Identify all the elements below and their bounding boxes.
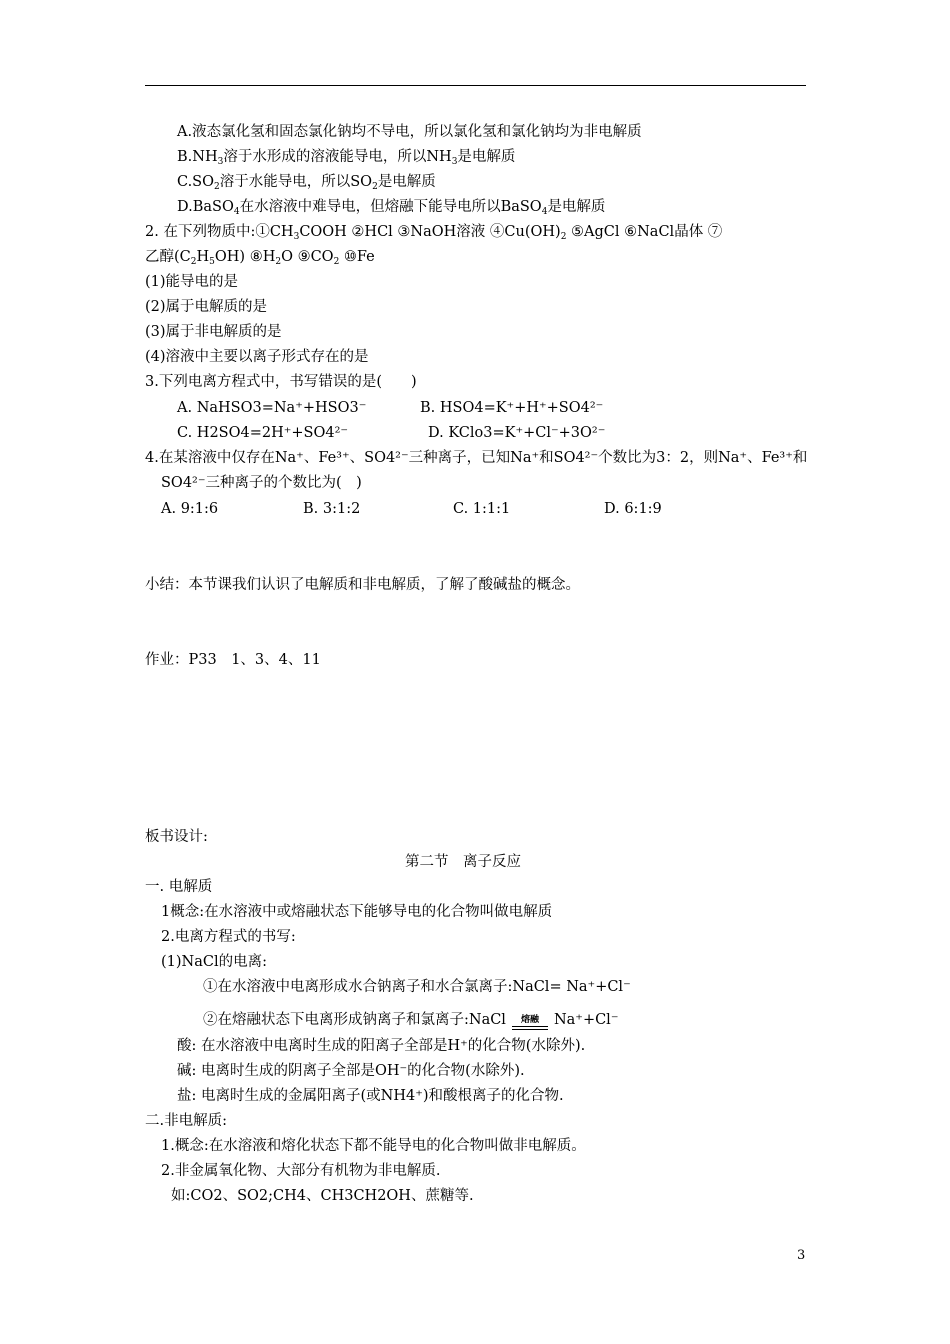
electrolyte-concept: 1概念:在水溶液中或熔融状态下能够导电的化合物叫做电解质: [161, 904, 553, 920]
nonelectrolyte-types: 2.非金属氧化物、大部分有机物为非电解质.: [161, 1163, 441, 1179]
q3-stem: 3.下列电离方程式中，书写错误的是( ): [145, 374, 417, 390]
q4-option-d: D. 6:1:9: [604, 501, 662, 517]
board-title: 第二节 离子反应: [405, 854, 521, 870]
q4-option-a: A. 9:1:6: [161, 501, 219, 517]
q4-stem-line1: 4.在某溶液中仅存在Na⁺、Fe³⁺、SO4²⁻三种离子，已知Na⁺和SO4²⁻个数比为3：2，则Na⁺、Fe³⁺和: [145, 450, 808, 466]
nonelectrolyte-examples: 如:CO2、SO2;CH4、CH3CH2OH、蔗糖等.: [171, 1188, 474, 1204]
q1-option-d: D.BaSO$_4$在水溶液中难导电，但熔融下能导电所以BaSO$_4$是电解质: [177, 199, 606, 217]
q3-option-a: A. NaHSO3=Na⁺+HSO3⁻: [177, 400, 367, 416]
summary: 小结：本节课我们认识了电解质和非电解质，了解了酸碱盐的概念。: [145, 577, 580, 593]
q2-part-4: (4)溶液中主要以离子形式存在的是: [145, 349, 369, 365]
base-definition: 碱: 电离时生成的阴离子全部是OH⁻的化合物(水除外).: [177, 1063, 525, 1079]
q1-option-a: A.液态氯化氢和固态氯化钠均不导电，所以氯化氢和氯化钠均为非电解质: [177, 124, 642, 140]
q1-option-c: $C.SO_2$溶于水能导电，所以$SO_2$是电解质: [177, 174, 436, 192]
q2-stem-line1: 2. 在下列物质中$:①CH_3COOH$ ②HCl ③NaOH溶液 $④Cu(OH)_2$ ⑤AgCl ⑥NaCl晶体 ⑦: [145, 224, 723, 242]
q1-option-b: $B.NH_3$溶于水形成的溶液能导电，所以$NH_3$是电解质: [177, 149, 516, 167]
nacl-molten-ionization: ②在熔融状态下电离形成钠离子和氯离子:NaCl 熔融 Na⁺+Cl⁻: [203, 1012, 619, 1028]
q4-option-b: B. 3:1:2: [303, 501, 361, 517]
q2-part-2: (2)属于电解质的是: [145, 299, 268, 315]
nacl-aqueous-ionization: ①在水溶液中电离形成水合钠离子和水合氯离子:NaCl= Na⁺+Cl⁻: [203, 979, 631, 995]
page-number: 3: [797, 1248, 806, 1263]
homework: 作业：P33 1、3、4、11: [145, 652, 321, 668]
q2-part-3: (3)属于非电解质的是: [145, 324, 282, 340]
molten-condition-arrow: 熔融: [512, 1016, 548, 1030]
section-nonelectrolyte: 二.非电解质:: [145, 1113, 227, 1129]
q2-part-1: (1)能导电的是: [145, 274, 239, 290]
salt-definition: 盐: 电离时生成的金属阳离子(或NH4⁺)和酸根离子的化合物.: [177, 1088, 564, 1104]
nonelectrolyte-concept: 1.概念:在水溶液和熔化状态下都不能导电的化合物叫做非电解质。: [161, 1138, 586, 1154]
nacl-ionization-heading: (1)NaCl的电离:: [161, 954, 267, 970]
q3-option-c: C. H2SO4=2H⁺+SO4²⁻: [177, 425, 349, 441]
section-electrolyte: 一. 电解质: [145, 879, 213, 895]
board-heading: 板书设计:: [145, 829, 208, 845]
ionization-equation-heading: 2.电离方程式的书写:: [161, 929, 296, 945]
q4-stem-line2: SO4²⁻三种离子的个数比为( ): [161, 475, 362, 491]
header-rule: [145, 85, 806, 86]
q4-option-c: C. 1:1:1: [453, 501, 511, 517]
acid-definition: 酸: 在水溶液中电离时生成的阳离子全部是H⁺的化合物(水除外).: [177, 1038, 586, 1054]
q3-option-b: B. HSO4=K⁺+H⁺+SO4²⁻: [420, 400, 604, 416]
q2-stem-line2: 乙醇$(C_2H_5OH)$ $⑧H_2O$ $⑨CO_2$ ⑩Fe: [145, 249, 375, 267]
q3-option-d: D. KClo3=K⁺+Cl⁻+3O²⁻: [428, 425, 606, 441]
